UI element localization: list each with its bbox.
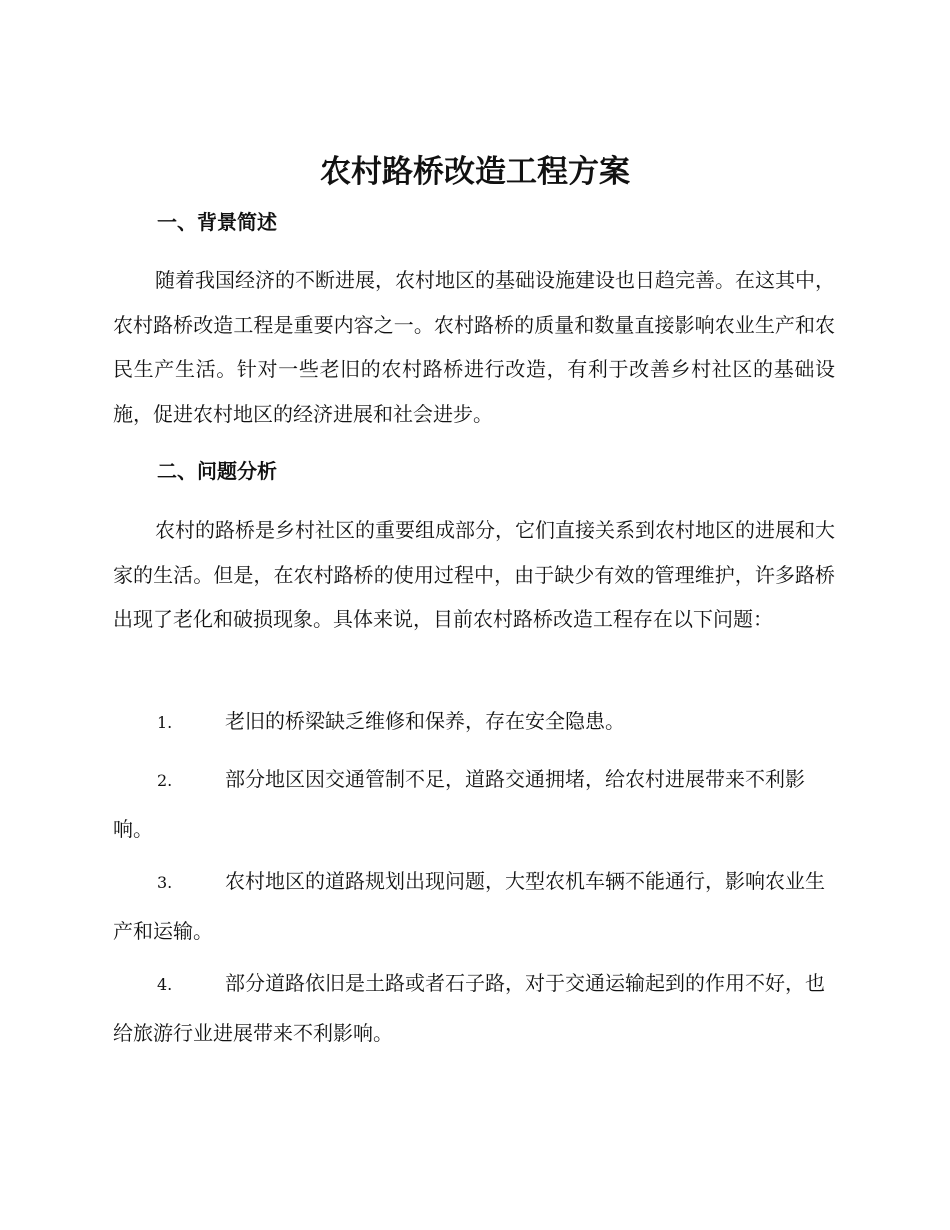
paragraph-problem-analysis: 农村的路桥是乡村社区的重要组成部分，它们直接关系到农村地区的进展和大家的生活。但是，在农村路桥的使用过程中，由于缺少有效的管理维护，许多路桥出现了老化和破损现象。具体来说，目前农村路桥改造工程存在以下问题： <box>113 518 835 631</box>
list-item-number: 4. <box>157 975 173 994</box>
paragraph-background: 随着我国经济的不断进展，农村地区的基础设施建设也日趋完善。在这其中，农村路桥改造工程是重要内容之一。农村路桥的质量和数量直接影响农业生产和农民生产生活。针对一些老旧的农村路桥进行改造，有利于改善乡村社区的基础设施，促进农村地区的经济进展和社会进步。 <box>113 268 835 426</box>
list-item <box>113 755 835 853</box>
list-item-number: 2. <box>157 771 173 790</box>
list-item-number: 3. <box>157 873 173 892</box>
list-item-number: 1. <box>157 713 173 732</box>
list-item-text: 老旧的桥梁缺乏维修和保养，存在安全隐患。 <box>225 709 625 733</box>
list-item <box>113 697 835 747</box>
list-item-text: 农村地区的道路规划出现问题，大型农机车辆不能通行，影响农业生产和运输。 <box>113 869 825 943</box>
list-item <box>113 959 835 1057</box>
section-heading-background: 一、背景简述 <box>157 210 277 234</box>
list-item <box>113 857 835 955</box>
list-item-text: 部分地区因交通管制不足，道路交通拥堵，给农村进展带来不利影响。 <box>113 767 805 841</box>
section-heading-problem-analysis: 二、问题分析 <box>157 459 277 483</box>
document-title: 农村路桥改造工程方案 <box>320 154 630 190</box>
list-item-text: 部分道路依旧是土路或者石子路，对于交通运输起到的作用不好，也给旅游行业进展带来不利影响。 <box>113 971 825 1045</box>
